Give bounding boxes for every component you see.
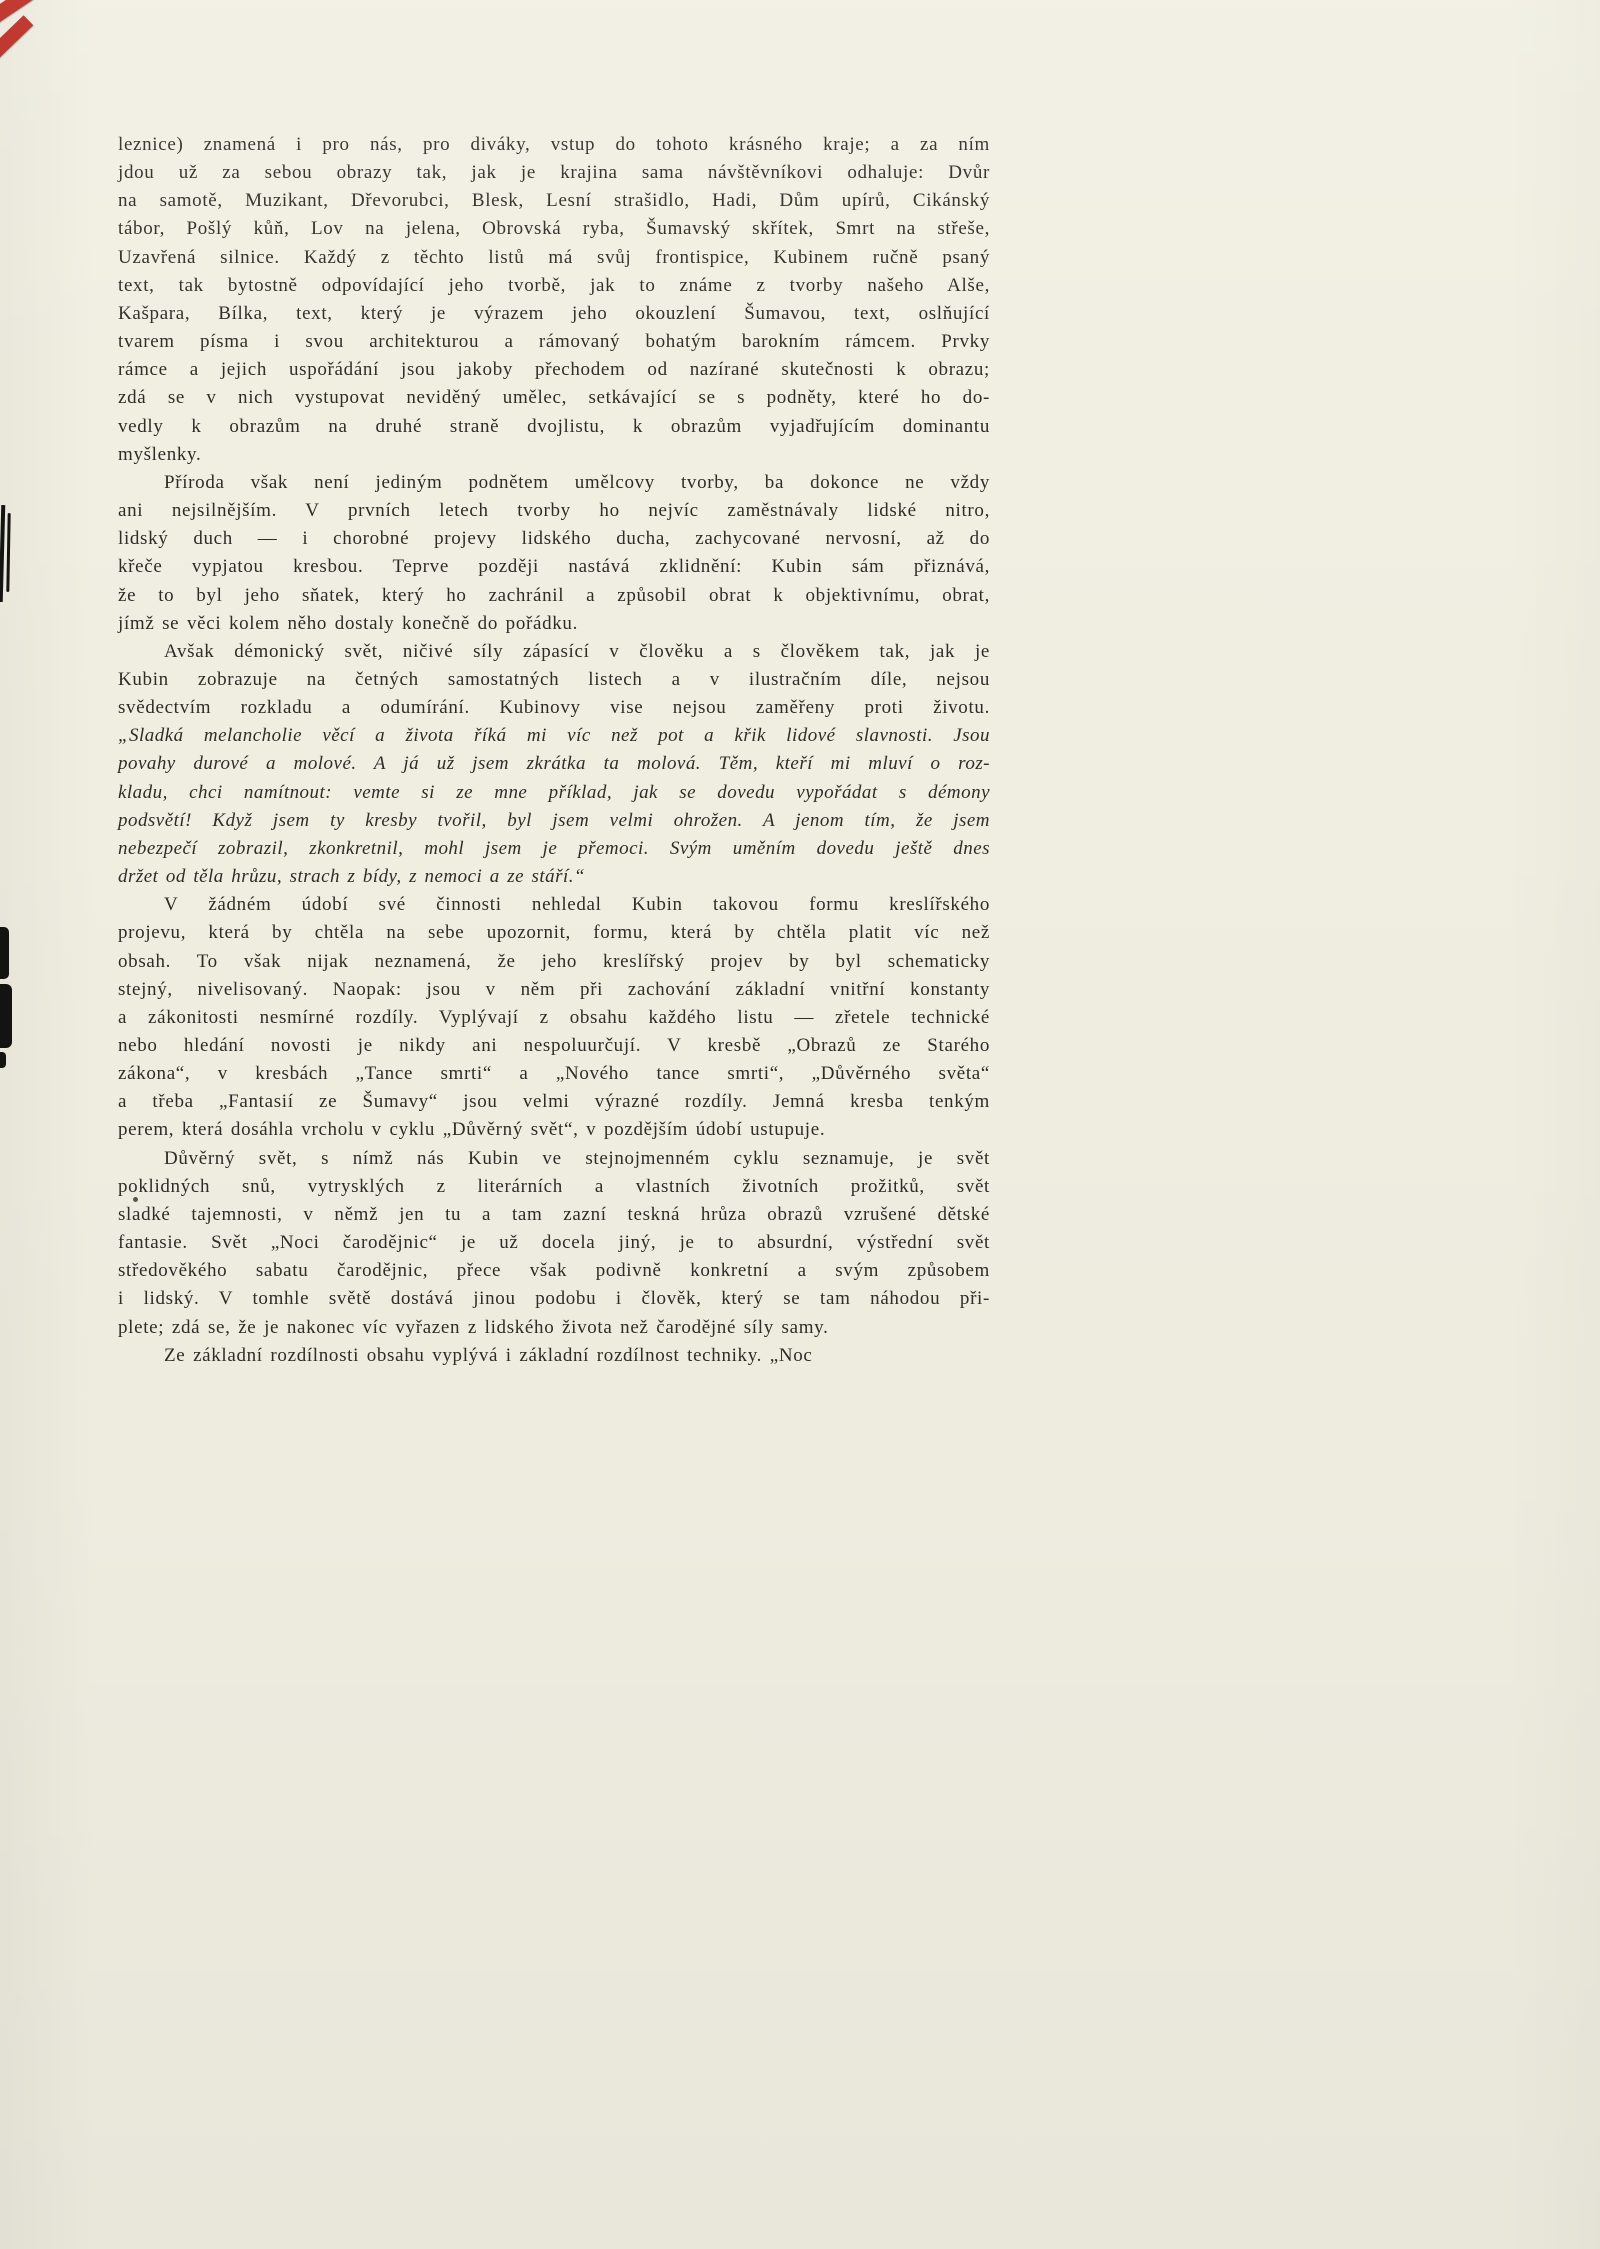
text-line: nebo hledání novosti je nikdy ani nespoluurčují. V kresbě „Obrazů ze Starého: [118, 1035, 990, 1056]
text-line: stejný, nivelisovaný. Naopak: jsou v něm při zachování základní vnitřní konstanty: [118, 978, 990, 1000]
binding-mark: [0, 1052, 6, 1068]
text-line: kladu, chci namítnout: vemte si ze mne příklad, jak se dovedu vypořádat s démony: [118, 781, 990, 803]
text-line: nebezpečí zobrazil, zkonkretnil, mohl jsem je přemoci. Svým uměním dovedu ještě dnes: [118, 837, 990, 859]
text-line: projevu, která by chtěla na sebe upozornit, formu, která by chtěla platit víc než: [118, 922, 990, 944]
text-line: že to byl jeho sňatek, který ho zachránil a způsobil obrat k objektivnímu, obrat,: [118, 584, 990, 606]
text-line: zdá se v nich vystupovat neviděný umělec, setkávající se s podněty, které ho do-: [118, 387, 990, 409]
text-line: jdou už za sebou obrazy tak, jak je krajina sama návštěvníkovi odhaluje: Dvůr: [118, 162, 990, 184]
text-block: [118, 131, 990, 1370]
text-line: obsah. To však nijak neznamená, že jeho kreslířský projev by byl schematicky: [118, 950, 990, 972]
text-line: středověkého sabatu čarodějnic, přece však podivně konkretní a svým způsobem: [118, 1260, 990, 1282]
text-line: fantasie. Svět „Noci čarodějnic“ je už docela jiný, je to absurdní, výstřední svět: [118, 1232, 990, 1254]
text-line: povahy durové a molové. A já už jsem zkrátka ta molová. Těm, kteří mi mluví o roz-: [118, 753, 990, 775]
text-line: a zákonitosti nesmírné rozdíly. Vyplývají z obsahu každého listu — zřetele technické: [118, 1006, 990, 1028]
text-line: tábor, Pošlý kůň, Lov na jelena, Obrovská ryba, Šumavský skřítek, Smrt na střeše,: [118, 218, 990, 240]
text-line: „Sladká melancholie věcí a života říká mi víc než pot a křik lidové slavnosti. Jsou: [118, 725, 990, 747]
text-line: Uzavřená silnice. Každý z těchto listů má svůj frontispice, Kubinem ručně psaný: [118, 246, 990, 268]
text-line: leznice) znamená i pro nás, pro diváky, vstup do tohoto krásného kraje; a za ním: [118, 134, 990, 155]
text-line: plete; zdá se, že je nakonec víc vyřazen z lidského života než čarodějné síly samy.: [118, 1316, 829, 1338]
text-line: ani nejsilnějším. V prvních letech tvorby ho nejvíc zaměstnávaly lidské nitro,: [118, 500, 990, 522]
text-line: Důvěrný svět, s nímž nás Kubin ve stejnojmenném cyklu seznamuje, je svět: [164, 1147, 990, 1169]
text-line: Avšak démonický svět, ničivé síly zápasící v člověku a s člověkem tak, jak je: [164, 640, 990, 662]
text-line: svědectvím rozkladu a odumírání. Kubinovy vise nejsou zaměřeny proti životu.: [118, 697, 990, 719]
text-line: jímž se věci kolem něho dostaly konečně do pořádku.: [118, 612, 579, 634]
text-line: zákona“, v kresbách „Tance smrti“ a „Nového tance smrti“, „Důvěrného světa“: [118, 1063, 990, 1085]
text-line: sladké tajemnosti, v němž jen tu a tam zazní teskná hrůza obrazů vzrušené dětské: [118, 1203, 990, 1225]
text-line: Kubin zobrazuje na četných samostatných listech a v ilustračním díle, nejsou: [118, 668, 990, 690]
binding-mark: [0, 927, 9, 979]
text-line: vedly k obrazům na druhé straně dvojlistu, k obrazům vyjadřujícím dominantu: [118, 415, 990, 437]
text-line: Kašpara, Bílka, text, který je výrazem jeho okouzlení Šumavou, text, oslňující: [118, 302, 990, 324]
binding-mark: [0, 505, 5, 602]
text-line: rámce a jejich uspořádání jsou jakoby přechodem od nazírané skutečnosti k obrazu;: [118, 359, 990, 381]
text-line: i lidský. V tomhle světě dostává jinou podobu i člověk, který se tam náhodou při-: [118, 1288, 990, 1310]
text-line: Příroda však není jediným podnětem umělcovy tvorby, ba dokonce ne vždy: [164, 471, 990, 493]
paragraph: [118, 1342, 990, 1370]
text-line: křeče vypjatou kresbou. Teprve později nastává zklidnění: Kubin sám přiznává,: [118, 556, 990, 578]
text-line: na samotě, Muzikant, Dřevorubci, Blesk, Lesní strašidlo, Hadi, Dům upírů, Cikánský: [118, 190, 990, 212]
text-line: tvarem písma i svou architekturou a rámovaný bohatým barokním rámcem. Prvky: [118, 331, 990, 353]
text-line: lidský duch — i chorobné projevy lidského ducha, zachycované nervosní, až do: [118, 528, 990, 550]
text-line: text, tak bytostně odpovídající jeho tvorbě, jak to známe z tvorby našeho Alše,: [118, 274, 990, 296]
red-corner-scrap-lower: [0, 15, 33, 63]
paragraph: [118, 891, 990, 1144]
text-line: poklidných snů, vytrysklých z literárních a vlastních životních prožitků, svět: [118, 1175, 990, 1197]
paragraph: [118, 469, 990, 638]
text-line: myšlenky.: [118, 443, 202, 465]
paragraph: [118, 1145, 990, 1342]
paragraph: [118, 131, 990, 469]
binding-mark: [6, 513, 10, 592]
text-line: perem, která dosáhla vrcholu v cyklu „Důvěrný svět“, v pozdějším údobí ustupuje.: [118, 1119, 826, 1141]
binding-mark: [0, 984, 12, 1048]
text-line: držet od těla hrůzu, strach z bídy, z nemoci a ze stáří.“: [118, 866, 585, 888]
text-line: a třeba „Fantasií ze Šumavy“ jsou velmi výrazné rozdíly. Jemná kresba tenkým: [118, 1091, 990, 1113]
text-line: podsvětí! Když jsem ty kresby tvořil, byl jsem velmi ohrožen. A jenom tím, že jsem: [118, 809, 990, 831]
text-line: V žádném údobí své činnosti nehledal Kubin takovou formu kreslířského: [164, 894, 990, 916]
text-line: Ze základní rozdílnosti obsahu vyplývá i základní rozdílnost techniky. „Noc: [164, 1344, 813, 1366]
paragraph: [118, 638, 990, 891]
